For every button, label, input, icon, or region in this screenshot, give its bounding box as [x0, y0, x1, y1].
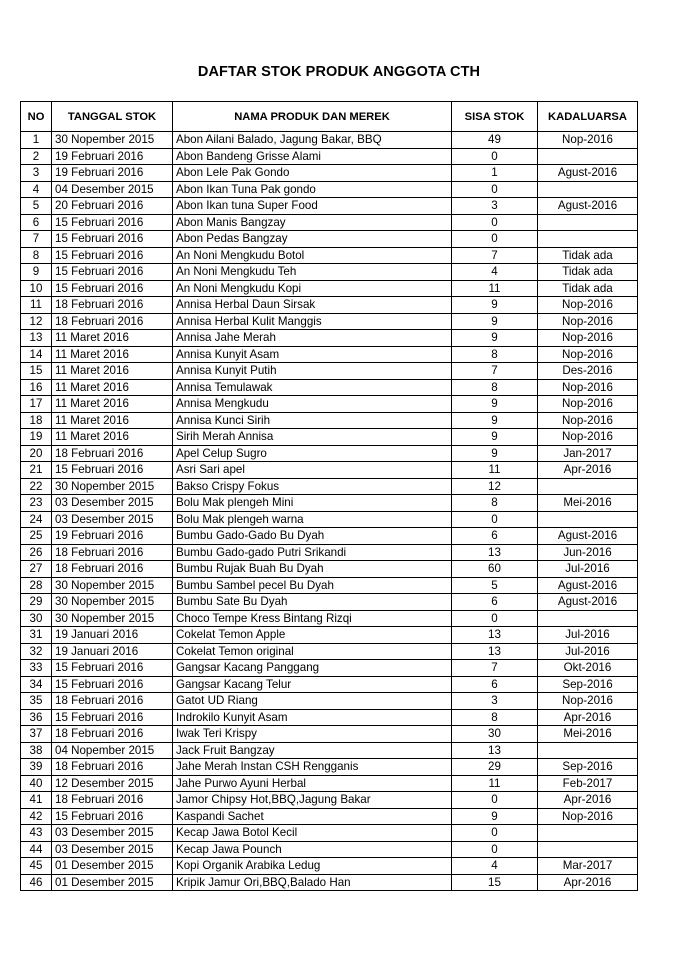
remaining-stock: 13: [452, 544, 538, 561]
row-number: 12: [21, 313, 52, 330]
table-row: [21, 297, 638, 314]
stock-date: 03 Desember 2015: [52, 495, 173, 512]
stock-date: 11 Maret 2016: [52, 346, 173, 363]
remaining-stock: 0: [452, 148, 538, 165]
product-name: Annisa Herbal Kulit Manggis: [173, 313, 452, 330]
expiry-date: Nop-2016: [538, 693, 638, 710]
remaining-stock: 9: [452, 808, 538, 825]
expiry-date: [538, 841, 638, 858]
expiry-date: Apr-2016: [538, 462, 638, 479]
row-number: 28: [21, 577, 52, 594]
product-name: Kecap Jawa Botol Kecil: [173, 825, 452, 842]
table-row: [21, 445, 638, 462]
product-name: Kaspandi Sachet: [173, 808, 452, 825]
row-number: 15: [21, 363, 52, 380]
row-number: 44: [21, 841, 52, 858]
table-row: [21, 874, 638, 891]
table-row: [21, 676, 638, 693]
stock-date: 04 Nopember 2015: [52, 742, 173, 759]
remaining-stock: 8: [452, 495, 538, 512]
row-number: 45: [21, 858, 52, 875]
remaining-stock: 0: [452, 841, 538, 858]
table-row: [21, 709, 638, 726]
expiry-date: Jun-2016: [538, 544, 638, 561]
product-name: Cokelat Temon original: [173, 643, 452, 660]
stock-date: 18 Februari 2016: [52, 544, 173, 561]
product-name: Kecap Jawa Pounch: [173, 841, 452, 858]
remaining-stock: 13: [452, 643, 538, 660]
expiry-date: Tidak ada: [538, 247, 638, 264]
header-product-name: NAMA PRODUK DAN MEREK: [173, 102, 452, 132]
stock-date: 18 Februari 2016: [52, 313, 173, 330]
remaining-stock: 0: [452, 214, 538, 231]
row-number: 39: [21, 759, 52, 776]
row-number: 9: [21, 264, 52, 281]
remaining-stock: 9: [452, 297, 538, 314]
table-row: [21, 247, 638, 264]
row-number: 46: [21, 874, 52, 891]
header-remaining-stock: SISA STOK: [452, 102, 538, 132]
expiry-date: [538, 610, 638, 627]
row-number: 19: [21, 429, 52, 446]
table-row: [21, 660, 638, 677]
product-name: Abon Lele Pak Gondo: [173, 165, 452, 182]
expiry-date: Jul-2016: [538, 561, 638, 578]
table-row: [21, 396, 638, 413]
table-row: [21, 165, 638, 182]
row-number: 14: [21, 346, 52, 363]
stock-date: 11 Maret 2016: [52, 396, 173, 413]
expiry-date: Nop-2016: [538, 346, 638, 363]
row-number: 16: [21, 379, 52, 396]
expiry-date: Mar-2017: [538, 858, 638, 875]
row-number: 29: [21, 594, 52, 611]
product-name: Jahe Merah Instan CSH Rengganis: [173, 759, 452, 776]
remaining-stock: 4: [452, 264, 538, 281]
table-row: [21, 643, 638, 660]
row-number: 18: [21, 412, 52, 429]
expiry-date: Jan-2017: [538, 445, 638, 462]
table-row: [21, 775, 638, 792]
remaining-stock: 60: [452, 561, 538, 578]
product-name: Indrokilo Kunyit Asam: [173, 709, 452, 726]
stock-date: 11 Maret 2016: [52, 412, 173, 429]
product-name: Bumbu Gado-Gado Bu Dyah: [173, 528, 452, 545]
row-number: 10: [21, 280, 52, 297]
expiry-date: Agust-2016: [538, 528, 638, 545]
row-number: 5: [21, 198, 52, 215]
stock-date: 03 Desember 2015: [52, 511, 173, 528]
expiry-date: Agust-2016: [538, 577, 638, 594]
row-number: 40: [21, 775, 52, 792]
product-name: Sirih Merah Annisa: [173, 429, 452, 446]
remaining-stock: 6: [452, 594, 538, 611]
stock-date: 19 Februari 2016: [52, 165, 173, 182]
expiry-date: Apr-2016: [538, 874, 638, 891]
row-number: 31: [21, 627, 52, 644]
remaining-stock: 7: [452, 660, 538, 677]
row-number: 36: [21, 709, 52, 726]
stock-date: 11 Maret 2016: [52, 429, 173, 446]
product-name: Abon Bandeng Grisse Alami: [173, 148, 452, 165]
product-name: Kripik Jamur Ori,BBQ,Balado Han: [173, 874, 452, 891]
remaining-stock: 3: [452, 693, 538, 710]
remaining-stock: 13: [452, 627, 538, 644]
remaining-stock: 7: [452, 247, 538, 264]
table-row: [21, 198, 638, 215]
row-number: 2: [21, 148, 52, 165]
product-name: An Noni Mengkudu Kopi: [173, 280, 452, 297]
stock-date: 11 Maret 2016: [52, 379, 173, 396]
table-row: [21, 726, 638, 743]
stock-date: 11 Maret 2016: [52, 363, 173, 380]
remaining-stock: 6: [452, 676, 538, 693]
row-number: 37: [21, 726, 52, 743]
remaining-stock: 13: [452, 742, 538, 759]
remaining-stock: 0: [452, 792, 538, 809]
table-body: [21, 132, 638, 891]
remaining-stock: 15: [452, 874, 538, 891]
product-name: Jahe Purwo Ayuni Herbal: [173, 775, 452, 792]
stock-date: 19 Januari 2016: [52, 643, 173, 660]
stock-date: 15 Februari 2016: [52, 462, 173, 479]
expiry-date: Nop-2016: [538, 297, 638, 314]
table-header-row: [21, 102, 638, 132]
expiry-date: Nop-2016: [538, 808, 638, 825]
stock-date: 04 Desember 2015: [52, 181, 173, 198]
row-number: 35: [21, 693, 52, 710]
stock-date: 19 Februari 2016: [52, 528, 173, 545]
remaining-stock: 9: [452, 412, 538, 429]
table-row: [21, 462, 638, 479]
product-name: Bolu Mak plengeh Mini: [173, 495, 452, 512]
product-name: Kopi Organik Arabika Ledug: [173, 858, 452, 875]
stock-date: 18 Februari 2016: [52, 792, 173, 809]
header-expiry: KADALUARSA: [538, 102, 638, 132]
stock-date: 18 Februari 2016: [52, 693, 173, 710]
stock-date: 15 Februari 2016: [52, 280, 173, 297]
table-row: [21, 412, 638, 429]
expiry-date: Tidak ada: [538, 264, 638, 281]
stock-date: 19 Januari 2016: [52, 627, 173, 644]
row-number: 30: [21, 610, 52, 627]
row-number: 11: [21, 297, 52, 314]
table-row: [21, 511, 638, 528]
remaining-stock: 4: [452, 858, 538, 875]
stock-date: 19 Februari 2016: [52, 148, 173, 165]
product-name: Abon Ailani Balado, Jagung Bakar, BBQ: [173, 132, 452, 149]
row-number: 4: [21, 181, 52, 198]
remaining-stock: 30: [452, 726, 538, 743]
stock-date: 15 Februari 2016: [52, 660, 173, 677]
product-name: Asri Sari apel: [173, 462, 452, 479]
stock-date: 01 Desember 2015: [52, 858, 173, 875]
remaining-stock: 11: [452, 462, 538, 479]
remaining-stock: 7: [452, 363, 538, 380]
expiry-date: [538, 231, 638, 248]
expiry-date: Okt-2016: [538, 660, 638, 677]
stock-date: 18 Februari 2016: [52, 297, 173, 314]
expiry-date: Nop-2016: [538, 429, 638, 446]
product-name: Gangsar Kacang Telur: [173, 676, 452, 693]
stock-date: 18 Februari 2016: [52, 561, 173, 578]
expiry-date: [538, 181, 638, 198]
table-row: [21, 330, 638, 347]
remaining-stock: 9: [452, 445, 538, 462]
expiry-date: Apr-2016: [538, 709, 638, 726]
row-number: 3: [21, 165, 52, 182]
product-name: Gangsar Kacang Panggang: [173, 660, 452, 677]
table-row: [21, 693, 638, 710]
expiry-date: Jul-2016: [538, 643, 638, 660]
product-name: Apel Celup Sugro: [173, 445, 452, 462]
product-name: Annisa Herbal Daun Sirsak: [173, 297, 452, 314]
expiry-date: Des-2016: [538, 363, 638, 380]
remaining-stock: 0: [452, 231, 538, 248]
stock-date: 12 Desember 2015: [52, 775, 173, 792]
expiry-date: [538, 148, 638, 165]
table-row: [21, 594, 638, 611]
table-row: [21, 742, 638, 759]
product-name: Annisa Kunci Sirih: [173, 412, 452, 429]
row-number: 22: [21, 478, 52, 495]
remaining-stock: 0: [452, 511, 538, 528]
stock-date: 20 Februari 2016: [52, 198, 173, 215]
table-row: [21, 379, 638, 396]
table-row: [21, 825, 638, 842]
row-number: 27: [21, 561, 52, 578]
row-number: 7: [21, 231, 52, 248]
row-number: 42: [21, 808, 52, 825]
stock-table: [20, 101, 638, 891]
row-number: 23: [21, 495, 52, 512]
table-row: [21, 181, 638, 198]
row-number: 38: [21, 742, 52, 759]
table-row: [21, 214, 638, 231]
product-name: Annisa Mengkudu: [173, 396, 452, 413]
stock-date: 15 Februari 2016: [52, 231, 173, 248]
remaining-stock: 8: [452, 346, 538, 363]
expiry-date: Nop-2016: [538, 313, 638, 330]
expiry-date: Sep-2016: [538, 676, 638, 693]
expiry-date: Apr-2016: [538, 792, 638, 809]
remaining-stock: 0: [452, 610, 538, 627]
stock-date: 11 Maret 2016: [52, 330, 173, 347]
table-row: [21, 792, 638, 809]
expiry-date: Nop-2016: [538, 330, 638, 347]
table-row: [21, 132, 638, 149]
remaining-stock: 11: [452, 280, 538, 297]
row-number: 43: [21, 825, 52, 842]
row-number: 25: [21, 528, 52, 545]
table-row: [21, 478, 638, 495]
remaining-stock: 9: [452, 330, 538, 347]
product-name: Bumbu Rujak Buah Bu Dyah: [173, 561, 452, 578]
row-number: 33: [21, 660, 52, 677]
stock-date: 30 Nopember 2015: [52, 577, 173, 594]
remaining-stock: 9: [452, 429, 538, 446]
remaining-stock: 8: [452, 709, 538, 726]
table-row: [21, 858, 638, 875]
table-row: [21, 280, 638, 297]
remaining-stock: 29: [452, 759, 538, 776]
remaining-stock: 49: [452, 132, 538, 149]
remaining-stock: 0: [452, 181, 538, 198]
table-row: [21, 577, 638, 594]
stock-date: 15 Februari 2016: [52, 247, 173, 264]
row-number: 34: [21, 676, 52, 693]
stock-date: 30 Nopember 2015: [52, 610, 173, 627]
stock-date: 15 Februari 2016: [52, 264, 173, 281]
stock-date: 01 Desember 2015: [52, 874, 173, 891]
expiry-date: Sep-2016: [538, 759, 638, 776]
remaining-stock: 1: [452, 165, 538, 182]
table-row: [21, 495, 638, 512]
expiry-date: Tidak ada: [538, 280, 638, 297]
product-name: Jamor Chipsy Hot,BBQ,Jagung Bakar: [173, 792, 452, 809]
row-number: 8: [21, 247, 52, 264]
header-no: NO: [21, 102, 52, 132]
expiry-date: Mei-2016: [538, 726, 638, 743]
remaining-stock: 0: [452, 825, 538, 842]
table-row: [21, 544, 638, 561]
table-row: [21, 231, 638, 248]
stock-date: 03 Desember 2015: [52, 841, 173, 858]
remaining-stock: 3: [452, 198, 538, 215]
page-title: DAFTAR STOK PRODUK ANGGOTA CTH: [197, 64, 481, 80]
expiry-date: [538, 478, 638, 495]
row-number: 1: [21, 132, 52, 149]
expiry-date: [538, 511, 638, 528]
row-number: 24: [21, 511, 52, 528]
product-name: Abon Pedas Bangzay: [173, 231, 452, 248]
stock-date: 30 Nopember 2015: [52, 594, 173, 611]
table-row: [21, 313, 638, 330]
product-name: Annisa Kunyit Putih: [173, 363, 452, 380]
table-row: [21, 627, 638, 644]
stock-date: 18 Februari 2016: [52, 726, 173, 743]
product-name: Bakso Crispy Fokus: [173, 478, 452, 495]
product-name: Abon Ikan Tuna Pak gondo: [173, 181, 452, 198]
table-row: [21, 346, 638, 363]
expiry-date: Agust-2016: [538, 594, 638, 611]
header-date: TANGGAL STOK: [52, 102, 173, 132]
row-number: 20: [21, 445, 52, 462]
expiry-date: Mei-2016: [538, 495, 638, 512]
product-name: An Noni Mengkudu Teh: [173, 264, 452, 281]
row-number: 13: [21, 330, 52, 347]
product-name: An Noni Mengkudu Botol: [173, 247, 452, 264]
product-name: Cokelat Temon Apple: [173, 627, 452, 644]
row-number: 21: [21, 462, 52, 479]
product-name: Abon Ikan tuna Super Food: [173, 198, 452, 215]
expiry-date: Jul-2016: [538, 627, 638, 644]
remaining-stock: 11: [452, 775, 538, 792]
expiry-date: [538, 825, 638, 842]
table-row: [21, 561, 638, 578]
expiry-date: Agust-2016: [538, 165, 638, 182]
expiry-date: [538, 214, 638, 231]
product-name: Abon Manis Bangzay: [173, 214, 452, 231]
product-name: Annisa Temulawak: [173, 379, 452, 396]
stock-date: 15 Februari 2016: [52, 709, 173, 726]
product-name: Gatot UD Riang: [173, 693, 452, 710]
table-row: [21, 759, 638, 776]
remaining-stock: 9: [452, 396, 538, 413]
product-name: Bumbu Gado-gado Putri Srikandi: [173, 544, 452, 561]
product-name: Bumbu Sate Bu Dyah: [173, 594, 452, 611]
row-number: 32: [21, 643, 52, 660]
table-row: [21, 528, 638, 545]
remaining-stock: 8: [452, 379, 538, 396]
stock-date: 03 Desember 2015: [52, 825, 173, 842]
table-row: [21, 610, 638, 627]
stock-date: 15 Februari 2016: [52, 676, 173, 693]
stock-date: 15 Februari 2016: [52, 808, 173, 825]
remaining-stock: 12: [452, 478, 538, 495]
product-name: Annisa Kunyit Asam: [173, 346, 452, 363]
stock-date: 18 Februari 2016: [52, 759, 173, 776]
table-row: [21, 841, 638, 858]
row-number: 17: [21, 396, 52, 413]
table-row: [21, 264, 638, 281]
expiry-date: Nop-2016: [538, 412, 638, 429]
remaining-stock: 9: [452, 313, 538, 330]
row-number: 6: [21, 214, 52, 231]
remaining-stock: 5: [452, 577, 538, 594]
expiry-date: Feb-2017: [538, 775, 638, 792]
table-row: [21, 429, 638, 446]
expiry-date: Nop-2016: [538, 396, 638, 413]
remaining-stock: 6: [452, 528, 538, 545]
product-name: Jack Fruit Bangzay: [173, 742, 452, 759]
expiry-date: Nop-2016: [538, 379, 638, 396]
stock-date: 30 Nopember 2015: [52, 478, 173, 495]
stock-date: 30 Nopember 2015: [52, 132, 173, 149]
product-name: Choco Tempe Kress Bintang Rizqi: [173, 610, 452, 627]
stock-date: 18 Februari 2016: [52, 445, 173, 462]
table-row: [21, 363, 638, 380]
row-number: 26: [21, 544, 52, 561]
row-number: 41: [21, 792, 52, 809]
product-name: Bumbu Sambel pecel Bu Dyah: [173, 577, 452, 594]
stock-date: 15 Februari 2016: [52, 214, 173, 231]
expiry-date: [538, 742, 638, 759]
table-row: [21, 148, 638, 165]
product-name: Iwak Teri Krispy: [173, 726, 452, 743]
expiry-date: Agust-2016: [538, 198, 638, 215]
product-name: Bolu Mak plengeh warna: [173, 511, 452, 528]
product-name: Annisa Jahe Merah: [173, 330, 452, 347]
expiry-date: Nop-2016: [538, 132, 638, 149]
table-row: [21, 808, 638, 825]
